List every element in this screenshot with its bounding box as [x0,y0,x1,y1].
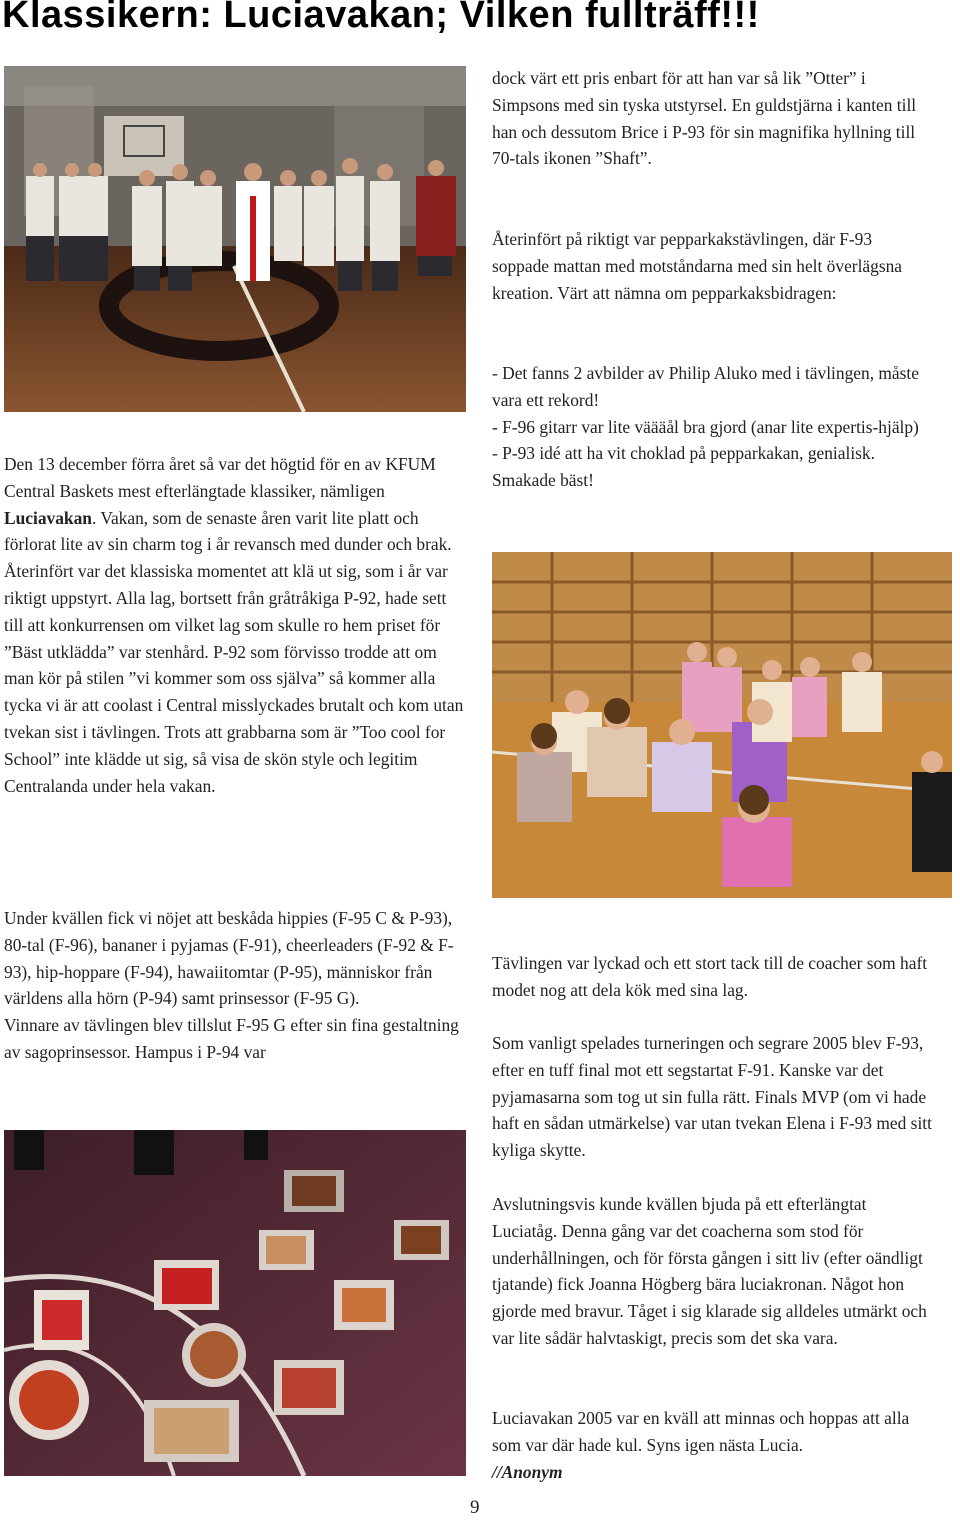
gingerbread-list [492,360,932,494]
hampus-paragraph: dock värt ett pris enbart för att han var så lik ”Otter” i Simpsons med sin tyska utstyrsel. En guldstjärna i kanten till han och dessutom Brice i P-93 för sin magnifika hyllning till 70-tals ikonen ”Shaft”. [492,68,917,169]
intro-paragraph [4,451,466,799]
gingerbread-contest-photo [4,1130,466,1476]
closing-block [492,1405,932,1485]
girls-team-photo [492,552,952,898]
gingerbread-intro [492,226,932,306]
right-column-top [492,65,932,172]
winner-paragraph: Vinnare av tävlingen blev tillslut F-95 G efter sin fina gestaltning av sagoprinsessor. Hampus i P-94 var [4,1015,459,1062]
tournament-block [492,1030,932,1164]
left-column-lower [4,905,466,1066]
luciavakan-bold: Luciavakan [4,507,92,528]
tournament-paragraph: Som vanligt spelades turneringen och segrare 2005 blev F-93, efter en tuff final mot ett segstartat F-91. Kanske var det pyjamasarna som tog ut sin fulla rätt. Finals MVP (om vi hade haft en sådan utmärkelse) var utan tvekan Elena i F-93 med sitt kyliga skytte. [492,1033,932,1161]
costume-paragraph: Under kvällen fick vi nöjet att beskåda hippies (F-95 C & P-93), 80-tal (F-96), bananer i pyjamas (F-91), cheerleaders (F-92 & F-93), hip-hoppare (F-94), hawaiitomtar (P-95), människor från världens alla hörn (P-94) samt prinsessor (F-95 G). [4,908,454,1009]
thanks-block [492,950,932,1004]
gingerbread-paragraph: Återinfört på riktigt var pepparkakstävlingen, där F-93 soppade mattan med motståndarna med sin helt överlägsna kreation. Värt att nämna om pepparkaksbidragen: [492,229,903,303]
thanks-paragraph: Tävlingen var lyckad och ett stort tack till de coacher som haft modet nog att dela kök med sina lag. [492,953,928,1000]
list-item: - P-93 idé att ha vit choklad på pepparkakan, genialisk. Smakade bäst! [492,443,875,491]
closing-paragraph: Luciavakan 2005 var en kväll att minnas och hoppas att alla som var där hade kul. Syns igen nästa Lucia. [492,1408,910,1455]
intro-text-rest: . Vakan, som de senaste åren varit lite platt och förlorat lite av sin charm tog i år revansch med dunder och brak. Återinfört var det klassiska momentet att klä ut sig, som i år var riktigt uppstyrt. Alla lag, bortsett från gråtråkiga P-92, hade sett till att konkurrensen om vilket lag som skulle ro hem priset för ”Bäst utklädda” var stenhård. P-92 som förvisso trodde att om man kör på stilen ”vi kommer som oss själva” så kommer alla tycka vi är att coolast i Central misslyckades brutalt och kom utan tvekan sist i tävlingen. Trots att grabbarna som är ”Too cool for School” inte klädde ut sig, så visa de skön style och legitim Centralanda under hela vakan. [4,507,464,796]
group-costume-photo [4,66,466,412]
list-item: - F-96 gitarr var lite väääål bra gjord (anar lite expertis-hjälp) [492,416,919,437]
intro-text-start: Den 13 december förra året så var det högtid för en av KFUM Central Baskets mest efterlängtade klassiker, nämligen [4,454,436,501]
left-column [4,451,466,799]
page-number: 9 [470,1497,480,1518]
page-title: Klassikern: Luciavakan; Vilken fullträff!!! [2,0,760,36]
signature: //Anonym [492,1461,563,1482]
list-item: - Det fanns 2 avbilder av Philip Aluko med i tävlingen, måste vara ett rekord! [492,363,919,410]
luciatag-paragraph: Avslutningsvis kunde kvällen bjuda på ett efterlängtat Luciatåg. Denna gång var det coacherna som stod för underhållningen, och för första gången i sitt liv (efter oändligt tjatande) fick Joanna Högberg bära luciakronan. Något hon gjorde med bravur. Tåget i sig klarade sig alldeles utmärkt och var lite sådär halvtaskigt, precis som det ska vara. [492,1194,927,1348]
luciatag-block [492,1191,932,1352]
